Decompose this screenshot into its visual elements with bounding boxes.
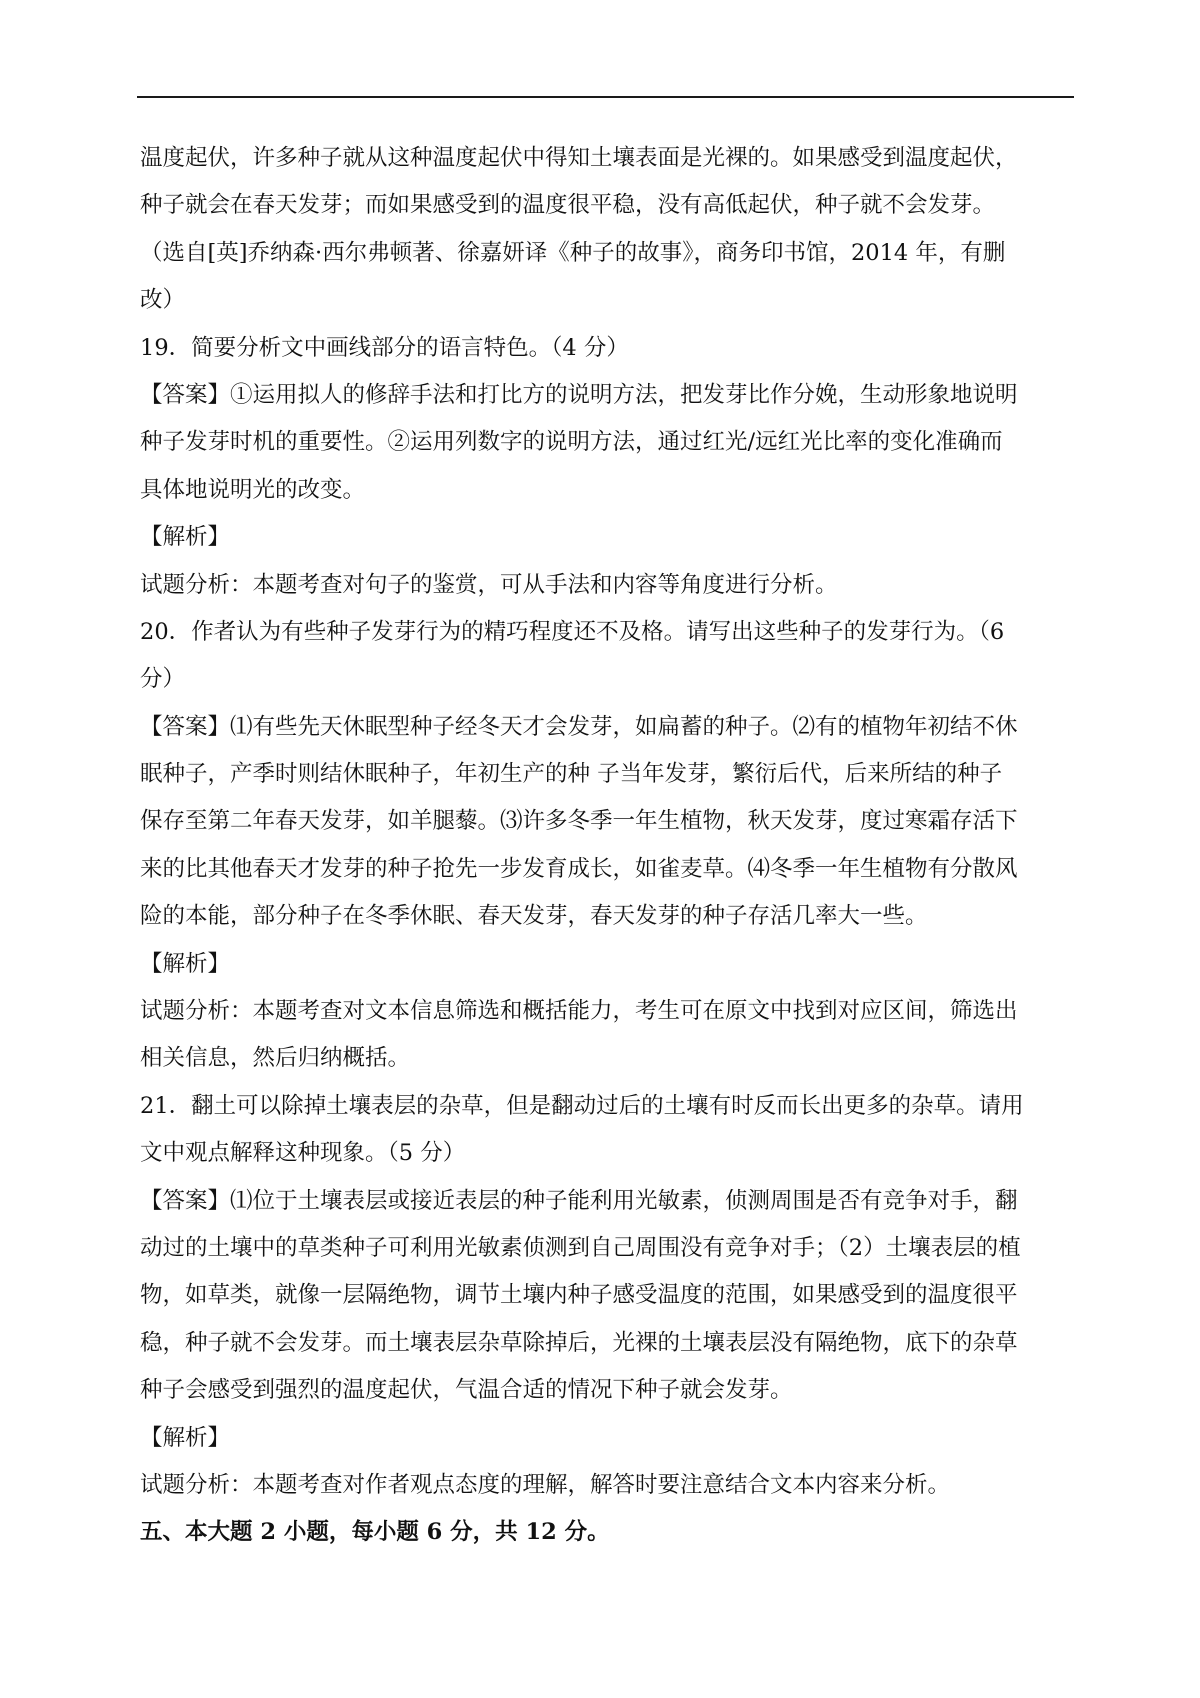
answer-20: 保存至第二年春天发芽，如羊腿藜。⑶许多冬季一年生植物，秋天发芽，度过寒霜存活下 xyxy=(140,808,1018,835)
question-20: 分） xyxy=(140,666,186,693)
question-21: 21．翻土可以除掉土壤表层的杂草，但是翻动过后的土壤有时反而长出更多的杂草。请用 xyxy=(140,1092,1024,1119)
header-rule xyxy=(137,96,1074,98)
analysis-19: 试题分析：本题考查对句子的鉴赏，可从手法和内容等角度进行分析。 xyxy=(140,571,838,598)
analysis-20: 相关信息，然后归纳概括。 xyxy=(140,1045,411,1072)
answer-21: 物，如草类，就像一层隔绝物，调节土壤内种子感受温度的范围，如果感受到的温度很平 xyxy=(140,1282,1018,1309)
source-citation: 改） xyxy=(140,287,186,314)
answer-21: 种子会感受到强烈的温度起伏，气温合适的情况下种子就会发芽。 xyxy=(140,1377,793,1404)
source-citation: （选自[英]乔纳森·西尔弗顿著、徐嘉妍译《种子的故事》，商务印书馆，2014 年，有删 xyxy=(140,239,1006,266)
answer-21: 稳，种子就不会发芽。而土壤表层杂草除掉后，光裸的土壤表层没有隔绝物，底下的杂草 xyxy=(140,1329,1018,1356)
question-21: 文中观点解释这种现象。（5 分） xyxy=(140,1140,466,1167)
text-line: 种子就会在春天发芽；而如果感受到的温度很平稳，没有高低起伏，种子就不会发芽。 xyxy=(140,192,996,219)
analysis-heading: 【解析】 xyxy=(140,950,231,977)
answer-20: 眠种子，产季时则结休眠种子，年初生产的种 子当年发芽，繁衍后代，后来所结的种子 xyxy=(140,761,1003,788)
answer-19: 具体地说明光的改变。 xyxy=(140,476,366,503)
answer-21: 动过的土壤中的草类种子可利用光敏素侦测到自己周围没有竞争对手；（2）土壤表层的植 xyxy=(140,1234,1021,1261)
analysis-20: 试题分析：本题考查对文本信息筛选和概括能力，考生可在原文中找到对应区间，筛选出 xyxy=(140,998,1018,1025)
document-body xyxy=(140,135,1075,1557)
answer-19: 【答案】①运用拟人的修辞手法和打比方的说明方法，把发芽比作分娩，生动形象地说明 xyxy=(140,381,1018,408)
answer-20: 险的本能，部分种子在冬季休眠、春天发芽，春天发芽的种子存活几率大一些。 xyxy=(140,903,928,930)
analysis-heading: 【解析】 xyxy=(140,524,231,551)
analysis-heading: 【解析】 xyxy=(140,1424,231,1451)
answer-20: 【答案】⑴有些先天休眠型种子经冬天才会发芽，如扁蓄的种子。⑵有的植物年初结不休 xyxy=(140,713,1018,740)
section-heading: 五、本大题 2 小题，每小题 6 分，共 12 分。 xyxy=(140,1519,610,1546)
question-20: 20．作者认为有些种子发芽行为的精巧程度还不及格。请写出这些种子的发芽行为。（6 xyxy=(140,618,1005,645)
question-19: 19．简要分析文中画线部分的语言特色。（4 分） xyxy=(140,334,629,361)
answer-19: 种子发芽时机的重要性。②运用列数字的说明方法，通过红光/远红光比率的变化准确而 xyxy=(140,429,1003,456)
analysis-21: 试题分析：本题考查对作者观点态度的理解，解答时要注意结合文本内容来分析。 xyxy=(140,1471,951,1498)
text-line: 温度起伏，许多种子就从这种温度起伏中得知土壤表面是光裸的。如果感受到温度起伏， xyxy=(140,145,1018,171)
answer-20: 来的比其他春天才发芽的种子抢先一步发育成长，如雀麦草。⑷冬季一年生植物有分散风 xyxy=(140,855,1018,882)
answer-21: 【答案】⑴位于土壤表层或接近表层的种子能利用光敏素，侦测周围是否有竞争对手，翻 xyxy=(140,1187,1018,1214)
